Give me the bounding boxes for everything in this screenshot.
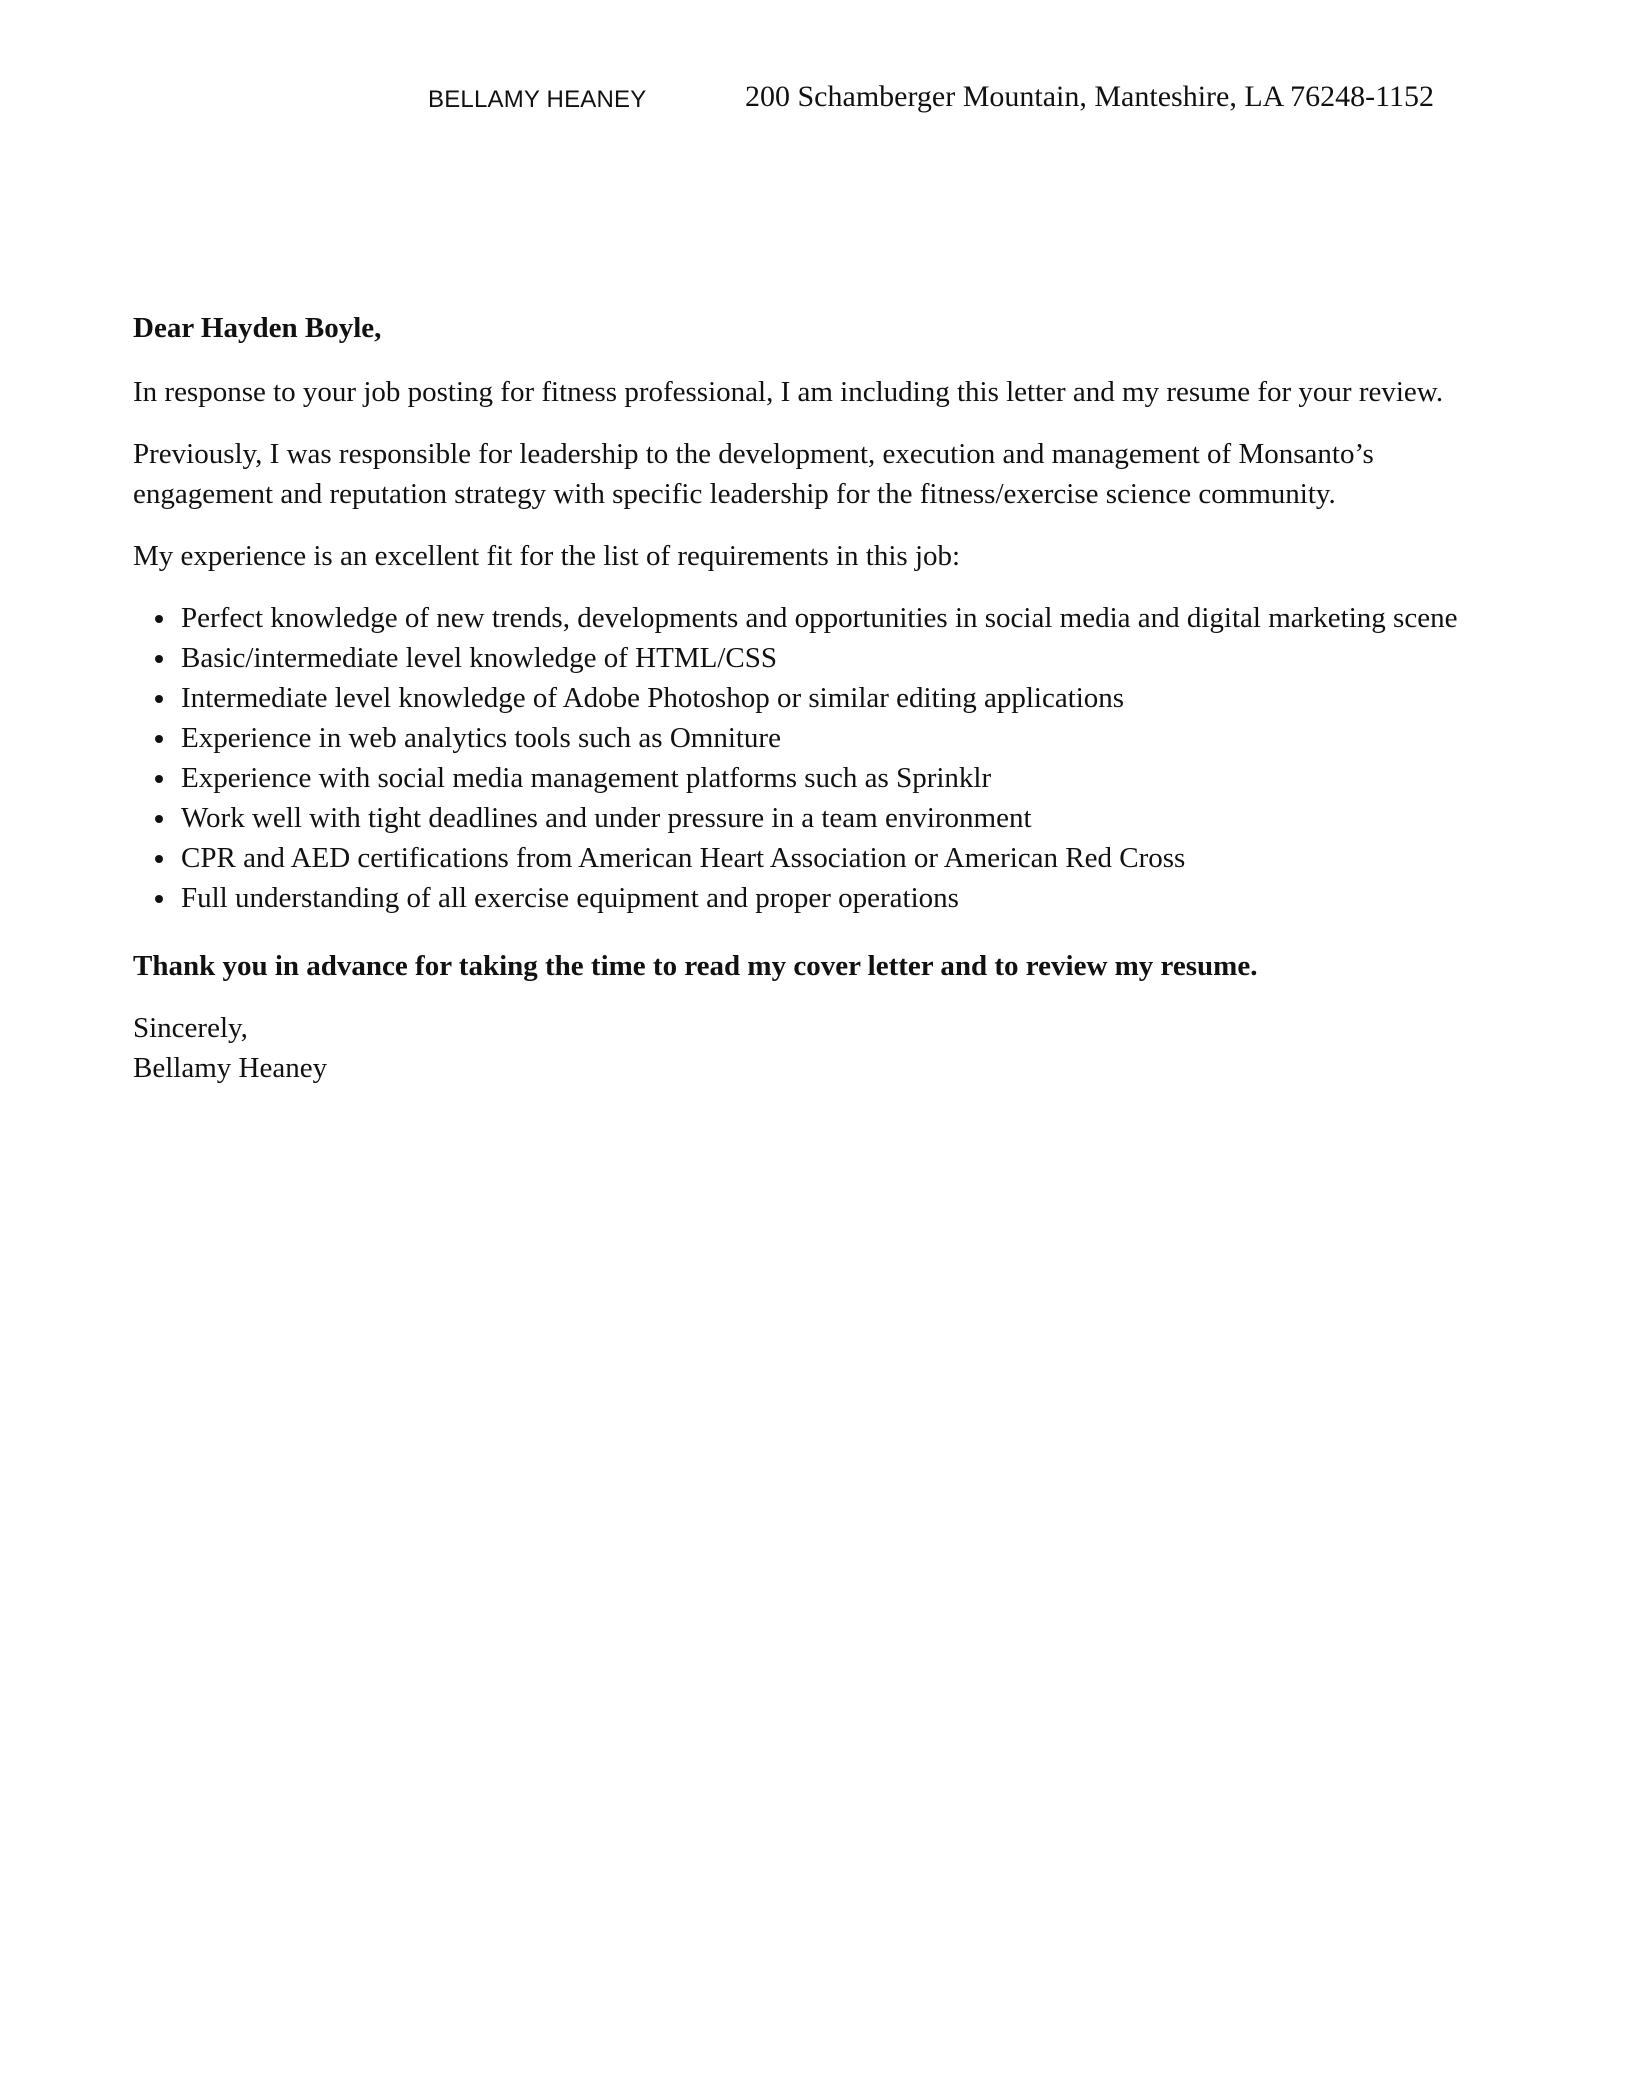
requirement-item: Perfect knowledge of new trends, developments and opportunities in social media and digital marketing scene [181, 598, 1493, 638]
requirement-item: Experience with social media management platforms such as Sprinklr [181, 758, 1493, 798]
requirements-list [133, 598, 1493, 918]
requirement-item: CPR and AED certifications from American Heart Association or American Red Cross [181, 838, 1493, 878]
letter-body [133, 308, 1493, 1088]
requirement-item: Intermediate level knowledge of Adobe Photoshop or similar editing applications [181, 678, 1493, 718]
requirement-item: Experience in web analytics tools such as Omniture [181, 718, 1493, 758]
intro-paragraph: In response to your job posting for fitness professional, I am including this letter and my resume for your review. [133, 376, 1444, 408]
thank-you-statement: Thank you in advance for taking the time to read my cover letter and to review my resume. [133, 950, 1258, 982]
experience-paragraph: Previously, I was responsible for leadership to the development, execution and management of Monsanto’s engagement and reputation strategy with specific leadership for the fitness/exercise science community. [133, 438, 1374, 510]
requirement-item: Full understanding of all exercise equipment and proper operations [181, 878, 1493, 918]
fit-lead-paragraph: My experience is an excellent fit for the list of requirements in this job: [133, 540, 961, 572]
requirement-item: Basic/intermediate level knowledge of HTML/CSS [181, 638, 1493, 678]
sender-name: BELLAMY HEANEY [428, 86, 647, 113]
salutation: Dear Hayden Boyle, [133, 312, 382, 344]
sender-address: 200 Schamberger Mountain, Manteshire, LA 76248-1152 [745, 80, 1435, 113]
letter-header [0, 82, 1632, 122]
signature-name: Bellamy Heaney [133, 1052, 328, 1084]
closing: Sincerely, [133, 1012, 248, 1044]
requirement-item: Work well with tight deadlines and under pressure in a team environment [181, 798, 1493, 838]
